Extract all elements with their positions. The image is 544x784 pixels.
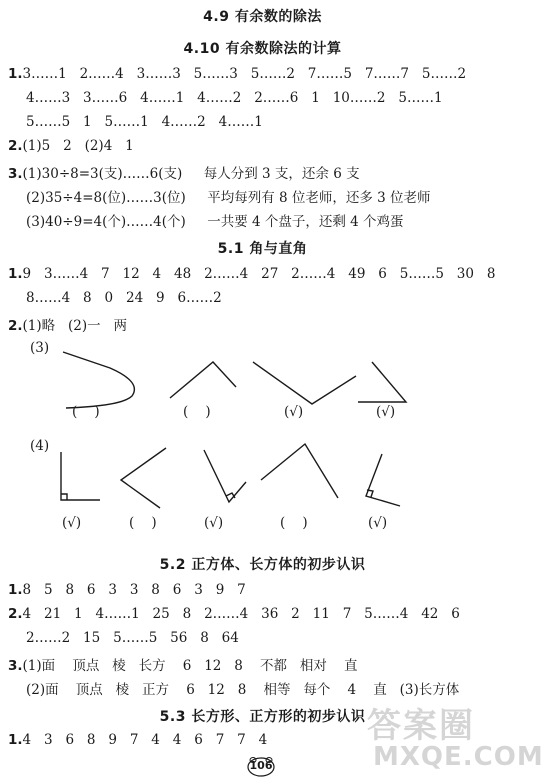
angle-figures-row-4: [0, 430, 525, 520]
answer-line: 2……2 15 5……5 56 8 64: [26, 630, 239, 646]
part-label: (3): [30, 340, 50, 356]
answer-line: 1.4 3 6 8 9 7 4 4 6 7 7 4: [8, 732, 268, 748]
answer-line: 3.(1)30÷8=3(支)……6(支) 每人分到 3 支，还余 6 支: [8, 166, 360, 182]
angle-figure: [121, 448, 166, 508]
answer-paren: ( ): [183, 404, 211, 420]
answer-line: 2.(1)略 (2)一 两: [8, 318, 128, 334]
answer-paren: (√): [376, 404, 396, 420]
watermark-top-text: 答案圈: [367, 706, 475, 746]
answer-line: 8……4 8 0 24 9 6……2: [26, 290, 222, 306]
answer-paren: (√): [284, 404, 304, 420]
section-heading-4-10: 4.10 有余数除法的计算: [183, 41, 342, 57]
right-angle-figure: [204, 450, 246, 502]
page-number-badge: [246, 756, 276, 778]
angle-figure: [261, 444, 338, 498]
answer-line: 3.(1)面 顶点 棱 长方 6 12 8 不都 相对 直: [8, 658, 358, 674]
watermark-bottom-text: MXQE.COM: [373, 742, 544, 772]
answer-line: 1.3……1 2……4 3……3 5……3 5……2 7……5 7……7 5……2: [8, 66, 467, 82]
answer-paren: (√): [62, 515, 82, 531]
answer-paren: ( ): [129, 515, 157, 531]
angle-figure: [170, 362, 236, 398]
answer-paren: (√): [368, 515, 388, 531]
answer-line: 4……3 3……6 4……1 4……2 2……6 1 10……2 5……1: [26, 90, 443, 106]
section-heading-5-2: 5.2 正方体、长方体的初步认识: [159, 557, 366, 573]
answer-line: 1.9 3……4 7 12 4 48 2……4 27 2……4 49 6 5……5 30 8: [8, 266, 496, 282]
curve-figure: [63, 352, 134, 408]
page-number: 106: [249, 759, 273, 772]
part-label: (4): [30, 438, 50, 454]
answer-line: 2.4 21 1 4……1 25 8 2……4 36 2 11 7 5……4 42 6: [8, 606, 460, 622]
watermark-logo: [367, 690, 544, 780]
answer-paren: (√): [204, 515, 224, 531]
answer-paren: ( ): [72, 404, 100, 420]
section-heading-5-1: 5.1 角与直角: [217, 241, 308, 257]
section-heading-5-3: 5.3 长方形、正方形的初步认识: [159, 709, 366, 725]
section-heading-4-9: 4.9 有余数的除法: [203, 9, 322, 25]
answer-line: 5……5 1 5……1 4……2 4……1: [26, 114, 263, 130]
answer-paren: ( ): [280, 515, 308, 531]
answer-line: 1.8 5 8 6 3 3 8 6 3 9 7: [8, 582, 246, 598]
angle-figure: [253, 362, 356, 404]
answer-line: (3)40÷9=4(个)……4(个) 一共要 4 个盘子，还剩 4 个鸡蛋: [26, 214, 404, 230]
right-angle-figure: [61, 452, 100, 500]
answer-line: (2)35÷4=8(位)……3(位) 平均每列有 8 位老师，还多 3 位老师: [26, 190, 431, 206]
angle-figure: [358, 362, 406, 402]
answer-line: (2)面 顶点 棱 正方 6 12 8 相等 每个 4 直 (3)长方体: [26, 682, 460, 698]
right-angle-figure: [366, 454, 400, 506]
answer-line: 2.(1)5 2 (2)4 1: [8, 138, 134, 154]
